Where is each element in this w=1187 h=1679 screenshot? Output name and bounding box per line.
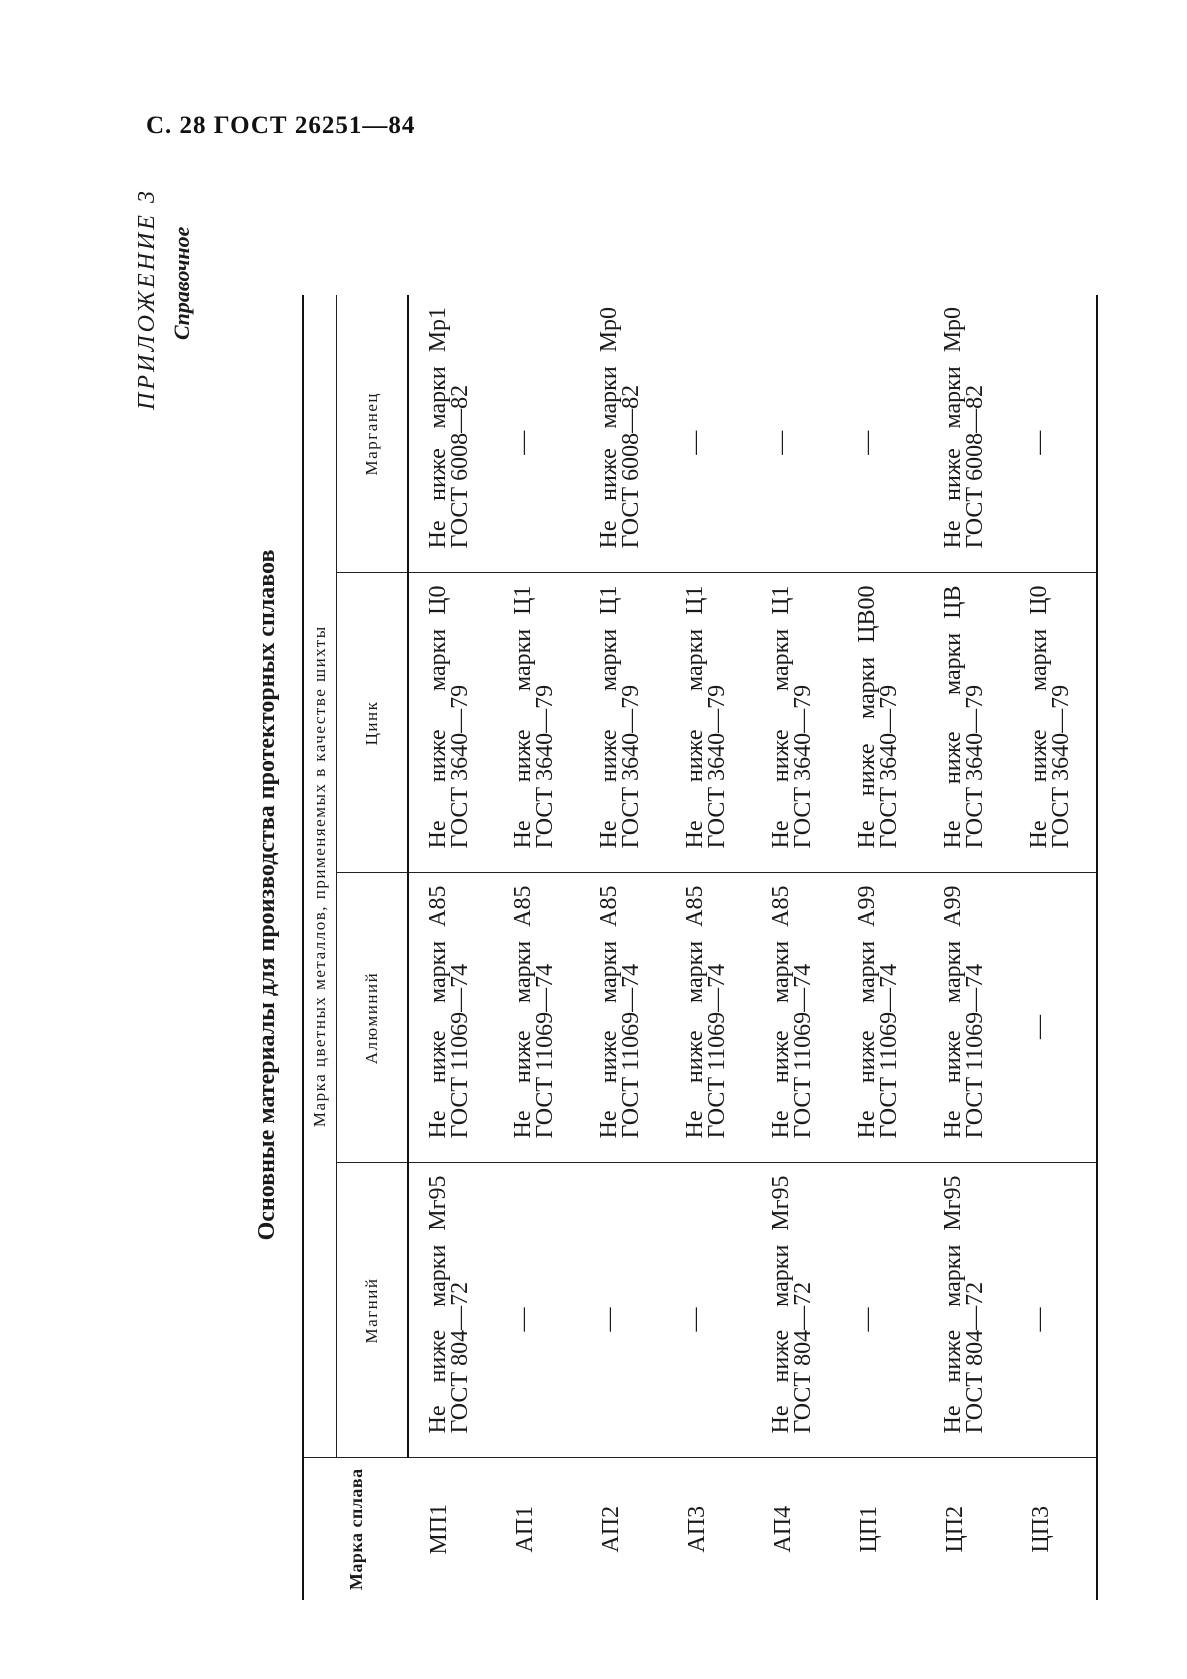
grade-word: марки (682, 940, 708, 1004)
grade-value: Ц1 (596, 585, 622, 615)
grade-line (770, 886, 792, 1139)
grade-value: А99 (940, 885, 966, 927)
grade-line (427, 307, 449, 549)
standard-ref: ГОСТ 11069—74 (876, 963, 902, 1139)
grade-word: Не (596, 820, 622, 849)
dash-mark: — (1026, 1015, 1052, 1039)
standard-ref: ГОСТ 3640—79 (618, 684, 644, 849)
appendix-number: ПРИЛОЖЕНИЕ 3 (134, 188, 160, 410)
standard-ref: ГОСТ 6008—82 (618, 384, 644, 549)
grade-word: Не (425, 1110, 451, 1139)
column-header-magnesium: Магний (337, 1163, 409, 1458)
standard-ref: ГОСТ 11069—74 (704, 963, 730, 1139)
grade-words (427, 1245, 449, 1434)
grade-words (512, 629, 534, 849)
grade-word: ниже (510, 1030, 536, 1084)
table-row (838, 295, 924, 1600)
cell-magnesium (752, 1163, 838, 1458)
grade-line (684, 586, 706, 849)
grade-word: Не (768, 820, 794, 849)
grade-value: Мг95 (768, 1175, 794, 1231)
standard-ref: ГОСТ 3640—79 (1048, 684, 1074, 849)
grade-words (684, 629, 706, 849)
grade-word: марки (940, 632, 966, 696)
page-header: С. 28 ГОСТ 26251—84 (146, 112, 416, 139)
cell-magnesium (494, 1163, 580, 1458)
cell-magnesium (1010, 1163, 1097, 1458)
dash-mark: — (510, 1307, 536, 1332)
alloy-brand: АП4 (752, 1458, 838, 1600)
standard-ref: ГОСТ 3640—79 (876, 684, 902, 849)
standard-ref: ГОСТ 3640—79 (447, 684, 473, 849)
grade-words (598, 366, 620, 548)
cell-aluminum (666, 873, 752, 1163)
grade-words (942, 941, 964, 1139)
grade-word: Не (854, 820, 880, 849)
standard-ref: ГОСТ 11069—74 (532, 963, 558, 1139)
dash-mark: — (768, 430, 794, 455)
cell-magnesium (408, 1163, 494, 1458)
grade-word: ниже (854, 1030, 880, 1084)
appendix-kind: Справочное (169, 226, 194, 340)
grade-word: марки (596, 940, 622, 1004)
dash-mark: — (510, 430, 536, 455)
grade-value: А85 (425, 885, 451, 927)
grade-line (856, 886, 878, 1139)
appendix-label (134, 170, 195, 410)
table-row (666, 295, 752, 1600)
alloy-brand: АП1 (494, 1458, 580, 1600)
alloy-brand: МП1 (408, 1458, 494, 1600)
grade-value: А85 (682, 885, 708, 927)
rotated-content (124, 180, 1124, 1600)
grade-word: марки (940, 366, 966, 429)
standard-ref: ГОСТ 3640—79 (790, 684, 816, 849)
alloy-brand: АП3 (666, 1458, 752, 1600)
table-row (494, 295, 580, 1600)
grade-words (1028, 629, 1050, 849)
grade-value: Мг95 (940, 1175, 966, 1231)
grade-word: Не (940, 1110, 966, 1139)
grade-word: марки (854, 656, 880, 720)
grade-line (856, 586, 878, 849)
grade-word: ниже (940, 1329, 966, 1383)
grade-line (942, 1176, 964, 1434)
grade-line (427, 586, 449, 849)
cell-aluminum (752, 873, 838, 1163)
cell-aluminum (494, 873, 580, 1163)
cell-aluminum (838, 873, 924, 1163)
standard-ref: ГОСТ 804—72 (447, 1281, 473, 1434)
grade-words (427, 366, 449, 548)
grade-value: А85 (510, 885, 536, 927)
cell-manganese (1010, 295, 1097, 573)
grade-line (770, 586, 792, 849)
grade-word: ниже (596, 729, 622, 783)
dash-mark: — (596, 1307, 622, 1332)
grade-line (942, 586, 964, 849)
grade-word: ниже (854, 743, 880, 797)
standard-ref: ГОСТ 804—72 (790, 1281, 816, 1434)
grade-word: ниже (940, 448, 966, 501)
alloy-brand: ЦП1 (838, 1458, 924, 1600)
grade-word: ниже (425, 1329, 451, 1383)
standard-ref: ГОСТ 6008—82 (962, 384, 988, 549)
grade-word: Не (425, 520, 451, 549)
grade-word: Не (940, 1405, 966, 1434)
grade-words (684, 941, 706, 1139)
cell-manganese (408, 295, 494, 573)
dash-mark: — (682, 430, 708, 455)
table-row (924, 295, 1010, 1600)
grade-word: Не (682, 1110, 708, 1139)
table-body (408, 295, 1097, 1600)
cell-zinc (1010, 573, 1097, 873)
grade-line (427, 1176, 449, 1434)
column-header-manganese: Марганец (337, 295, 409, 573)
grade-words (427, 629, 449, 849)
grade-value: Ц1 (768, 585, 794, 615)
group-header: Марка цветных металлов, применяемых в качестве шихты (303, 295, 337, 1458)
grade-line (598, 886, 620, 1139)
cell-manganese (580, 295, 666, 573)
grade-value: А85 (768, 885, 794, 927)
grade-word: ниже (940, 731, 966, 785)
grade-word: Не (510, 1110, 536, 1139)
cell-manganese (838, 295, 924, 573)
cell-magnesium (838, 1163, 924, 1458)
standard-ref: ГОСТ 3640—79 (532, 684, 558, 849)
standard-ref: ГОСТ 6008—82 (447, 384, 473, 549)
grade-word: ниже (596, 448, 622, 501)
cell-aluminum (580, 873, 666, 1163)
cell-manganese (666, 295, 752, 573)
grade-words (770, 1245, 792, 1434)
dash-mark: — (1026, 430, 1052, 455)
cell-aluminum (924, 873, 1010, 1163)
grade-word: ниже (940, 1030, 966, 1084)
standard-ref: ГОСТ 11069—74 (618, 963, 644, 1139)
grade-word: Не (940, 820, 966, 849)
grade-word: марки (682, 628, 708, 692)
dash-mark: — (1026, 1307, 1052, 1332)
grade-word: марки (425, 1244, 451, 1307)
grade-word: Не (510, 820, 536, 849)
standard-ref: ГОСТ 3640—79 (962, 684, 988, 849)
grade-word: Не (940, 520, 966, 549)
grade-word: марки (425, 366, 451, 429)
cell-zinc (408, 573, 494, 873)
standard-ref: ГОСТ 3640—79 (704, 684, 730, 849)
cell-zinc (752, 573, 838, 873)
cell-magnesium (924, 1163, 1010, 1458)
grade-word: марки (940, 1244, 966, 1307)
grade-value: Ц0 (425, 585, 451, 615)
alloy-brand: ЦП3 (1010, 1458, 1097, 1600)
grade-value: Ц0 (1026, 585, 1052, 615)
grade-line (684, 886, 706, 1139)
table-row (752, 295, 838, 1600)
cell-magnesium (666, 1163, 752, 1458)
cell-zinc (924, 573, 1010, 873)
grade-words (942, 1245, 964, 1434)
grade-word: Не (768, 1110, 794, 1139)
dash-mark: — (854, 430, 880, 455)
grade-words (770, 629, 792, 849)
standard-ref: ГОСТ 804—72 (962, 1281, 988, 1434)
grade-word: ниже (425, 448, 451, 501)
grade-word: ниже (1026, 729, 1052, 783)
grade-value: А85 (596, 885, 622, 927)
cell-manganese (494, 295, 580, 573)
grade-word: ниже (596, 1030, 622, 1084)
grade-word: марки (854, 940, 880, 1004)
grade-word: Не (768, 1405, 794, 1434)
grade-words (942, 633, 964, 849)
cell-zinc (580, 573, 666, 873)
grade-words (856, 657, 878, 849)
grade-value: Мр1 (425, 306, 451, 353)
brand-column-header: Марка сплава (303, 1458, 408, 1600)
alloy-brand: АП2 (580, 1458, 666, 1600)
grade-word: марки (510, 628, 536, 692)
grade-line (770, 1176, 792, 1434)
grade-line (942, 886, 964, 1139)
cell-zinc (494, 573, 580, 873)
grade-word: ниже (510, 729, 536, 783)
grade-word: марки (768, 1244, 794, 1307)
column-header-aluminum: Алюминий (337, 873, 409, 1163)
grade-word: марки (940, 940, 966, 1004)
grade-line (598, 307, 620, 549)
column-header-zinc: Цинк (337, 573, 409, 873)
grade-word: ниже (425, 1030, 451, 1084)
grade-words (770, 941, 792, 1139)
grade-word: марки (510, 940, 536, 1004)
grade-line (427, 886, 449, 1139)
cell-manganese (924, 295, 1010, 573)
grade-word: марки (768, 940, 794, 1004)
standard-ref: ГОСТ 11069—74 (962, 963, 988, 1139)
table-row (1010, 295, 1097, 1600)
grade-value: Ц1 (682, 585, 708, 615)
grade-word: Не (596, 1110, 622, 1139)
grade-value: ЦВ (940, 585, 966, 619)
grade-value: Мр0 (596, 306, 622, 353)
grade-word: ниже (768, 729, 794, 783)
grade-word: Не (854, 1110, 880, 1139)
grade-words (856, 941, 878, 1139)
grade-line (1028, 586, 1050, 849)
grade-word: марки (425, 628, 451, 692)
grade-word: ниже (682, 1030, 708, 1084)
grade-words (598, 629, 620, 849)
grade-value: ЦВ00 (854, 585, 880, 643)
cell-aluminum (408, 873, 494, 1163)
grade-value: Мг95 (425, 1175, 451, 1231)
standard-ref: ГОСТ 11069—74 (790, 963, 816, 1139)
grade-line (512, 586, 534, 849)
grade-word: ниже (768, 1030, 794, 1084)
grade-line (942, 307, 964, 549)
table-row (408, 295, 494, 1600)
cell-manganese (752, 295, 838, 573)
grade-word: марки (1026, 628, 1052, 692)
grade-word: ниже (682, 729, 708, 783)
dash-mark: — (854, 1307, 880, 1332)
grade-word: Не (425, 820, 451, 849)
grade-word: марки (425, 940, 451, 1004)
standard-ref: ГОСТ 11069—74 (447, 963, 473, 1139)
grade-words (512, 941, 534, 1139)
cell-magnesium (580, 1163, 666, 1458)
grade-line (512, 886, 534, 1139)
grade-words (942, 366, 964, 548)
cell-aluminum (1010, 873, 1097, 1163)
grade-word: марки (596, 366, 622, 429)
grade-word: ниже (425, 729, 451, 783)
cell-zinc (666, 573, 752, 873)
grade-words (427, 941, 449, 1139)
grade-word: Не (682, 820, 708, 849)
materials-table (302, 295, 1098, 1600)
grade-line (598, 586, 620, 849)
grade-word: ниже (768, 1329, 794, 1383)
grade-word: Не (596, 520, 622, 549)
grade-words (598, 941, 620, 1139)
grade-value: Ц1 (510, 585, 536, 615)
dash-mark: — (682, 1307, 708, 1332)
grade-word: Не (1026, 820, 1052, 849)
grade-word: Не (425, 1405, 451, 1434)
grade-value: А99 (854, 885, 880, 927)
table-title: Основные материалы для производства протекторных сплавов (254, 549, 280, 1241)
cell-zinc (838, 573, 924, 873)
grade-word: марки (768, 628, 794, 692)
grade-word: марки (596, 628, 622, 692)
table-row (580, 295, 666, 1600)
alloy-brand: ЦП2 (924, 1458, 1010, 1600)
grade-value: Мр0 (940, 306, 966, 353)
